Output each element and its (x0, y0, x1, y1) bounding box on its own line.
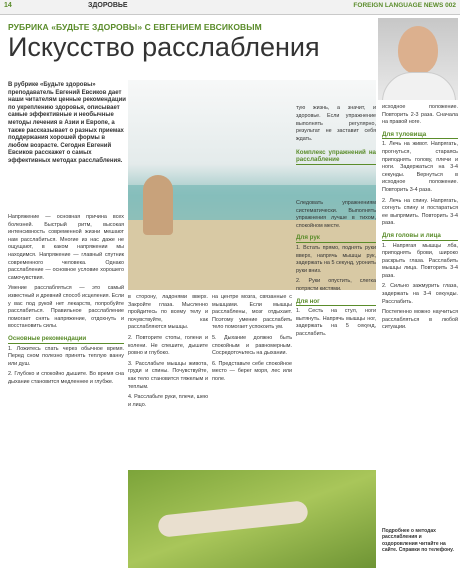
paragraph: 2. Глубоко и спокойно дышите. Во время сна дыхание становится медленнее и глубже. (8, 371, 124, 385)
author-shirt (382, 72, 456, 100)
paragraph: исходное положение. Повторить 2-3 раза. Сначала на правой ноге. (382, 104, 458, 126)
paragraph: 6. Представьте себе спокойное место — берег моря, лес или поле. (212, 360, 292, 382)
paragraph: в сторону, ладонями вверх. Закройте глаза. Мысленно пройдитесь по всему телу и почувствуйте, как расслабляются мышцы. (128, 294, 208, 331)
side-note: Подробнее о методах расслабления и оздоровления читайте на сайте. Справки по телефону. (382, 528, 454, 554)
subheading: Для ног (296, 298, 376, 307)
subheading: Для головы и лица (382, 232, 458, 241)
article-title: Искусство расслабления (8, 32, 320, 62)
column-1 (8, 214, 124, 572)
resting-person (157, 500, 308, 538)
paragraph: Постепенно можно научиться расслабляться в любой ситуации. (382, 309, 458, 331)
subheading: Для туловища (382, 131, 458, 140)
paragraph: 1. Сесть на стул, ноги вытянуть. Напрячь мышцы ног, задержать на 5 секунд, расслабить. (296, 308, 376, 337)
paragraph: тую жизнь, а значит, и здоровье. Если упражнение выполнять регулярно, результат не заставит себя ждать. (296, 105, 376, 142)
column-3 (212, 294, 292, 466)
section-label: ЗДОРОВЬЕ (88, 2, 128, 9)
paragraph: 5. Дыхание должно быть спокойным и равномерным. Сосредоточьтесь на дыхании. (212, 334, 292, 357)
lead-paragraph: В рубрике «Будьте здоровы» преподаватель Евгений Евсиков дает наши читателям ценные рекомендации по укреплению здоровья, описывает самые эффективные и необычные методы лечения в Азии и Европе, а также рассказывает о разных приемах поддержания хорошей формы в любом возрасте. Сегодня Евгений Евсиков расскажет о самых эффективных методах расслабления. (8, 82, 126, 164)
subheading: Для рук (296, 234, 376, 243)
publication-brand: FOREIGN LANGUAGE NEWS 002 (353, 2, 456, 9)
column-4-top (296, 100, 376, 196)
rubric-line: РУБРИКА «БУДЬТЕ ЗДОРОВЫ» С ЕВГЕНИЕМ ЕВСИКОВЫМ (8, 22, 262, 32)
paragraph: на центре мозга, связанные с мышцами. Если мышцы расслаблены, мозг отдыхает. Поэтому умение расслабить тело помогает успокоить ум. (212, 294, 292, 331)
paragraph: 2. Повторите стопы, голени и колени. Не спешите, дышите ровно и глубоко. (128, 334, 208, 357)
paragraph: Напряжение — основная причина всех болезней. Быстрый ритм, высокая интенсивность современной жизни мешают нам расслабиться. Многие из нас даже не ощущают, в каком напряжении мы находимся. Напряжение — главный спутник современного человека. Однако расслабление — основное условие хорошего самочувствия. (8, 214, 124, 281)
paragraph: 3. Расслабьте мышцы живота, груди и спины. Почувствуйте, как тело становится тяжелым и теплым. (128, 360, 208, 390)
paragraph: 4. Расслабьте руки, плечи, шею и лицо. (128, 394, 208, 408)
subheading: Комплекс упражнений на расслабление (296, 148, 376, 164)
author-head (398, 26, 438, 74)
page-number: 14 (4, 2, 12, 9)
author-photo (378, 18, 458, 100)
paragraph: 2. Лечь на спину. Напрягать, согнуть спину и постараться ее выпрямить. Повторить 3-4 раза. (382, 197, 458, 227)
paragraph: Следовать упражнениям систематически. Выполнять упражнения лучше в тихом, спокойном месте. (296, 200, 376, 229)
paragraph: 1. Напрягая мышцы лба, приподнять брови, широко раскрыть глаза. Расслабить мышцы лица. Повторить 3-4 раза. (382, 242, 458, 279)
paragraph: 1. Лечь на живот. Напрягать, прогнуться, стараясь приподнять голову, плечи и ноги. Задержаться на 3-4 секунды. Вернуться в исходное положение. Повторить 3-4 раза. (382, 141, 458, 193)
column-5 (382, 104, 458, 572)
column-4 (296, 200, 376, 466)
subheading: Основные рекомендации (8, 335, 124, 344)
grass-photo (128, 470, 376, 568)
paragraph: 1. Встать прямо, поднять руки вверх, напрячь мышцы рук, задержать на 5 секунд, уронить руки вниз. (296, 244, 376, 274)
paragraph: 1. Ложитесь спать через обычное время. Перед сном полезно принять теплую ванну или душ. (8, 345, 124, 367)
page-header (0, 0, 460, 15)
meditating-person (143, 175, 173, 235)
paragraph: 2. Сильно зажмурить глаза, задержать на 3-4 секунды. Расслабить. (382, 283, 458, 305)
paragraph: Умение расслабляться — это самый известный и древний способ исцеления. Если у вас под рукой нет лекарств, попробуйте расслабиться. Правильное расслабление помогает снять напряжение, отдохнуть и восстановить силы. (8, 285, 124, 330)
column-2 (128, 294, 208, 466)
paragraph: 2. Руки опустить, слегка потрясти кистями. (296, 278, 376, 292)
